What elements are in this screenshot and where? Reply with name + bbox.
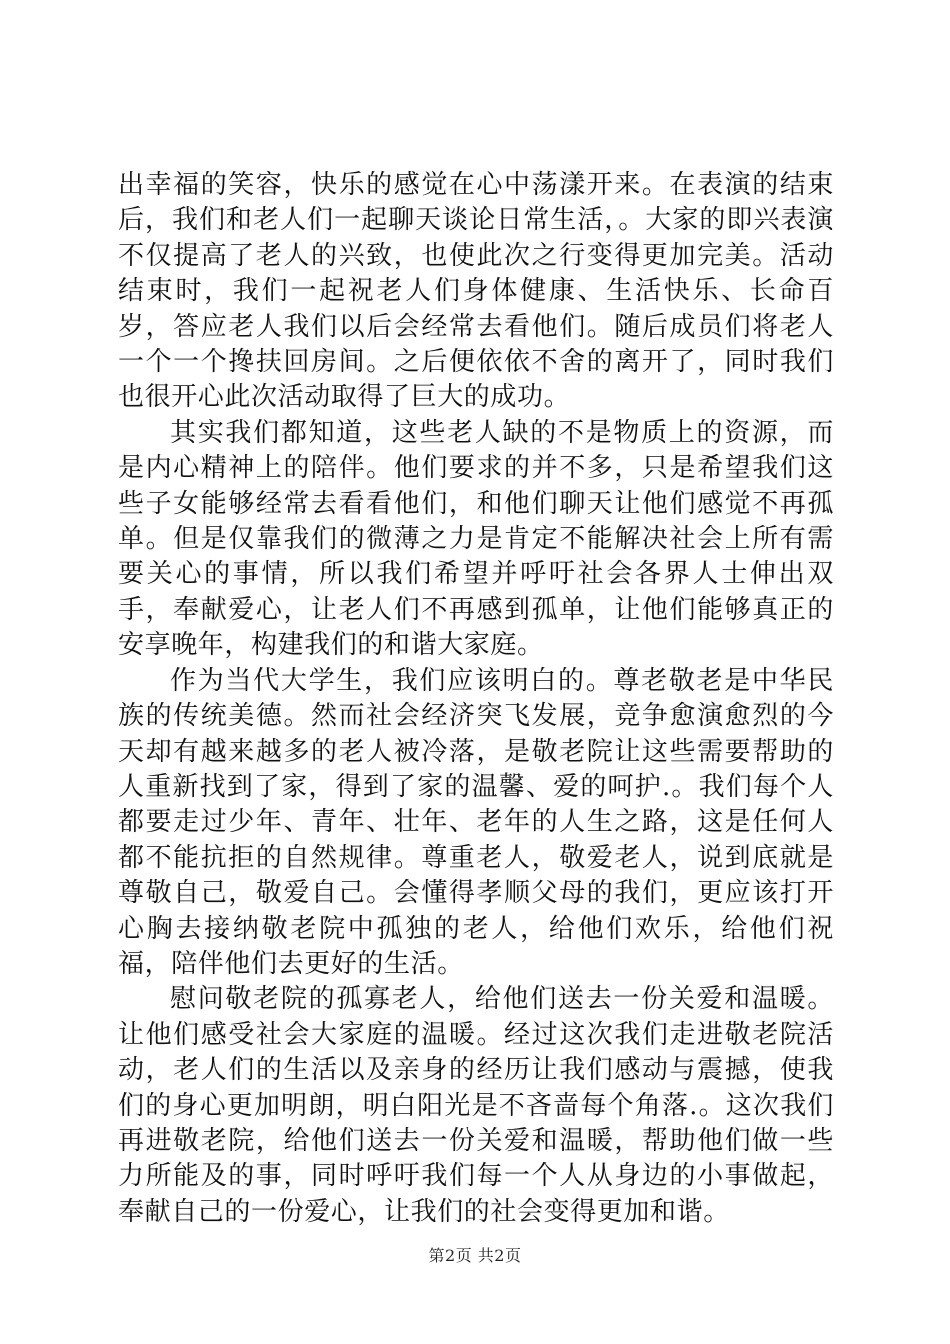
page-number-footer: 第2页 共2页 [428, 1246, 522, 1265]
body-text [118, 168, 834, 1230]
paragraph-companionship: 其实我们都知道，这些老人缺的不是物质上的资源，而是内心精神上的陪伴。他们要求的并不多，只是希望我们这些子女能够经常去看看他们，和他们聊天让他们感觉不再孤单。但是仅靠我们的微薄之力是肯定不能解决社会上所有需要关心的事情，所以我们希望并呼吁社会各界人士伸出双手，奉献爱心，让老人们不再感到孤单，让他们能够真正的安享晚年，构建我们的和谐大家庭。 [118, 417, 834, 661]
paragraph-visit-summary: 慰问敬老院的孤寡老人，给他们送去一份关爱和温暖。让他们感受社会大家庭的温暖。经过这次我们走进敬老院活动，老人们的生活以及亲身的经历让我们感动与震撼，使我们的身心更加明朗，明白阳光是不吝啬每个角落.。这次我们再进敬老院，给他们送去一份关爱和温暖，帮助他们做一些力所能及的事，同时呼吁我们每一个人从身边的小事做起，奉献自己的一份爱心，让我们的社会变得更加和谐。 [118, 984, 834, 1227]
paragraph-respect-elders: 作为当代大学生，我们应该明白的。尊老敬老是中华民族的传统美德。然而社会经济突飞发展，竞争愈演愈烈的今天却有越来越多的老人被冷落，是敬老院让这些需要帮助的人重新找到了家，得到了家的温馨、爱的呵护.。我们每个人都要走过少年、青年、壮年、老年的人生之路，这是任何人都不能抗拒的自然规律。尊重老人，敬爱老人，说到底就是尊敬自己，敬爱自己。会懂得孝顺父母的我们，更应该打开心胸去接纳敬老院中孤独的老人，给他们欢乐，给他们祝福，陪伴他们去更好的生活。 [118, 665, 834, 979]
paragraph-continuation: 出幸福的笑容，快乐的感觉在心中荡漾开来。在表演的结束后，我们和老人们一起聊天谈论日常生活，。大家的即兴表演不仅提高了老人的兴致，也使此次之行变得更加完美。活动结束时，我们一起祝老人们身体健康、生活快乐、长命百岁，答应老人我们以后会经常去看他们。随后成员们将老人一个一个搀扶回房间。之后便依依不舍的离开了，同时我们也很开心此次活动取得了巨大的成功。 [118, 170, 834, 413]
